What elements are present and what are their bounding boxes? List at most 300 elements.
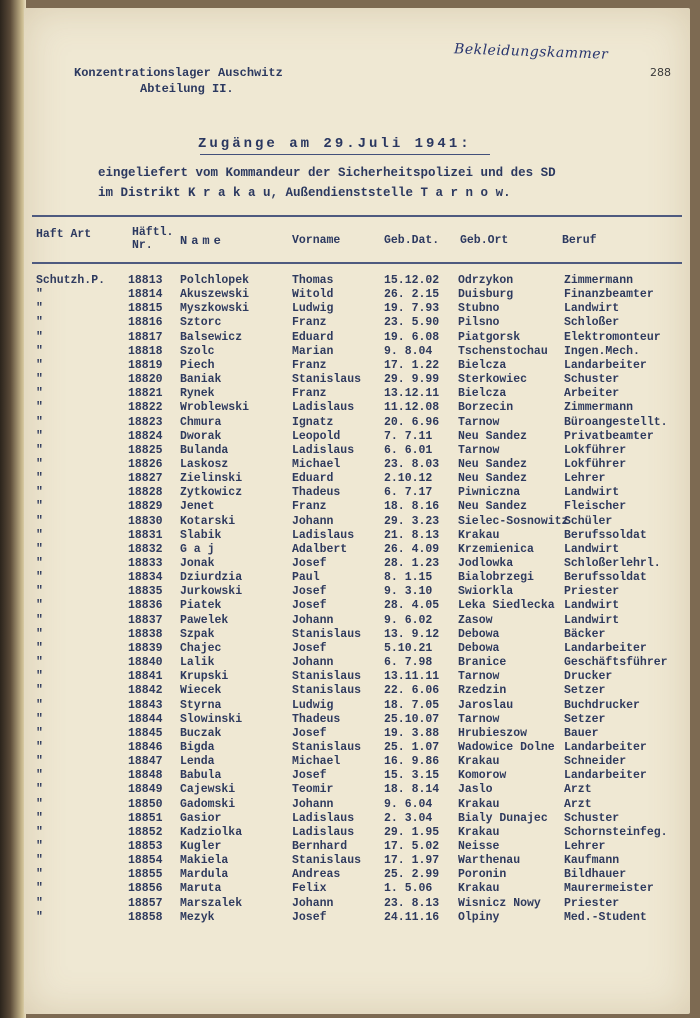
table-row	[24, 628, 690, 642]
first-name-cell: Stanislaus	[292, 684, 362, 698]
first-name-cell: Franz	[292, 316, 327, 330]
table-row	[24, 727, 690, 741]
surname-cell: Szpak	[180, 627, 215, 641]
birth-place-cell: Krakau	[458, 528, 500, 542]
first-name-cell: Johann	[292, 656, 334, 670]
table-row	[24, 783, 690, 797]
prisoner-number-cell: 18857	[128, 896, 163, 910]
birth-place-cell: Bialy Dunajec	[458, 811, 548, 825]
birth-place-cell: Wisnicz Nowy	[458, 896, 541, 910]
profession-cell: Lokführer	[564, 443, 627, 457]
title-underline	[200, 154, 490, 155]
first-name-cell: Michael	[292, 457, 341, 471]
birth-place-cell: Warthenau	[458, 854, 521, 868]
haft-art-cell: "	[36, 797, 43, 811]
birth-place-cell: Swiorkla	[458, 585, 514, 599]
birth-date-cell: 13.11.11	[384, 670, 440, 684]
haft-art-cell: "	[36, 316, 43, 330]
profession-cell: Priester	[564, 896, 620, 910]
prisoner-number-cell: 18846	[128, 740, 163, 754]
birth-place-cell: Wadowice Dolne	[458, 740, 555, 754]
prisoner-number-cell: 18838	[128, 627, 163, 641]
profession-cell: Berufssoldat	[564, 528, 647, 542]
table-row	[24, 302, 690, 316]
first-name-cell: Thadeus	[292, 712, 341, 726]
table-row	[24, 373, 690, 387]
haft-art-cell: "	[36, 500, 43, 514]
surname-cell: Babula	[180, 769, 222, 783]
prisoner-number-cell: 18816	[128, 316, 163, 330]
birth-place-cell: Jodlowka	[458, 557, 514, 570]
table-row	[24, 670, 690, 684]
prisoner-number-cell: 18830	[128, 514, 163, 528]
haft-art-cell: "	[36, 457, 43, 471]
first-name-cell: Ladislaus	[292, 443, 355, 457]
birth-place-cell: Bielcza	[458, 358, 507, 372]
surname-cell: Szolc	[180, 344, 215, 358]
surname-cell: Balsewicz	[180, 330, 243, 344]
birth-place-cell: Stubno	[458, 302, 500, 316]
birth-place-cell: Tschenstochau	[458, 344, 548, 358]
first-name-cell: Thomas	[292, 274, 334, 287]
profession-cell: Med.-Student	[564, 910, 647, 924]
first-name-cell: Paul	[292, 571, 320, 585]
haft-art-cell: "	[36, 585, 43, 599]
table-row	[24, 543, 690, 557]
subtitle-line-2: im Distrikt K r a k a u, Außendienststelle T a r n o w.	[98, 186, 511, 200]
profession-cell: Lehrer	[564, 472, 606, 486]
first-name-cell: Ladislaus	[292, 825, 355, 839]
first-name-cell: Stanislaus	[292, 740, 362, 754]
prisoner-number-cell: 18825	[128, 443, 163, 457]
profession-cell: Maurermeister	[564, 882, 654, 896]
table-header-rule	[32, 262, 682, 264]
surname-cell: Slabik	[180, 528, 222, 542]
prisoner-number-cell: 18815	[128, 302, 163, 316]
haft-art-cell: "	[36, 825, 43, 839]
surname-cell: Piech	[180, 358, 215, 372]
prisoner-number-cell: 18822	[128, 401, 163, 415]
birth-date-cell: 18. 8.16	[384, 500, 440, 514]
birth-date-cell: 17. 1.97	[384, 854, 440, 868]
first-name-cell: Johann	[292, 896, 334, 910]
prisoner-number-cell: 18837	[128, 613, 163, 627]
haft-art-cell: "	[36, 571, 43, 585]
table-row	[24, 642, 690, 656]
birth-place-cell: Bialobrzegi	[458, 571, 534, 585]
prisoner-number-cell: 18831	[128, 528, 163, 542]
table-row	[24, 599, 690, 613]
first-name-cell: Ladislaus	[292, 401, 355, 415]
profession-cell: Drucker	[564, 670, 613, 684]
haft-art-cell: "	[36, 599, 43, 613]
first-name-cell: Franz	[292, 500, 327, 514]
first-name-cell: Josef	[292, 585, 327, 599]
profession-cell: Landwirt	[564, 599, 620, 613]
table-row	[24, 854, 690, 868]
surname-cell: Mardula	[180, 868, 229, 882]
surname-cell: Styrna	[180, 698, 222, 712]
birth-date-cell: 18. 8.14	[384, 783, 440, 797]
prisoner-number-cell: 18845	[128, 726, 163, 740]
haft-art-cell: "	[36, 641, 43, 655]
haft-art-cell: "	[36, 387, 43, 401]
haft-art-cell: Schutzh.P.	[36, 274, 106, 287]
birth-date-cell: 6. 6.01	[384, 443, 433, 457]
table-row	[24, 331, 690, 345]
haft-art-cell: "	[36, 670, 43, 684]
table-row	[24, 840, 690, 854]
prisoner-number-cell: 18858	[128, 910, 163, 924]
haft-art-cell: "	[36, 698, 43, 712]
birth-date-cell: 26. 4.09	[384, 542, 440, 556]
surname-cell: Lalik	[180, 656, 215, 670]
prisoner-number-cell: 18832	[128, 542, 163, 556]
table-row	[24, 472, 690, 486]
prisoner-number-cell: 18814	[128, 288, 163, 302]
first-name-cell: Johann	[292, 797, 334, 811]
profession-cell: Schuster	[564, 373, 620, 387]
profession-cell: Setzer	[564, 712, 606, 726]
prisoner-number-cell: 18852	[128, 825, 163, 839]
birth-place-cell: Neu Sandez	[458, 429, 528, 443]
birth-place-cell: Krakau	[458, 755, 500, 769]
surname-cell: Bulanda	[180, 443, 229, 457]
first-name-cell: Franz	[292, 387, 327, 401]
birth-date-cell: 7. 7.11	[384, 429, 433, 443]
haft-art-cell: "	[36, 769, 43, 783]
surname-cell: Piatek	[180, 599, 222, 613]
birth-place-cell: Piatgorsk	[458, 330, 521, 344]
birth-date-cell: 11.12.08	[384, 401, 440, 415]
birth-place-cell: Sielec-Sosnowitz	[458, 514, 569, 528]
profession-cell: Landarbeiter	[564, 769, 647, 783]
birth-place-cell: Zasow	[458, 613, 493, 627]
haft-art-cell: "	[36, 373, 43, 387]
birth-place-cell: Debowa	[458, 641, 500, 655]
column-header-name: Name	[180, 234, 225, 248]
surname-cell: Wiecek	[180, 684, 222, 698]
table-row	[24, 557, 690, 571]
haft-art-cell: "	[36, 811, 43, 825]
profession-cell: Kaufmann	[564, 854, 620, 868]
birth-date-cell: 6. 7.98	[384, 656, 433, 670]
first-name-cell: Leopold	[292, 429, 341, 443]
birth-place-cell: Krakau	[458, 797, 500, 811]
prisoner-number-cell: 18829	[128, 500, 163, 514]
birth-place-cell: Borzecin	[458, 401, 514, 415]
prisoner-number-cell: 18818	[128, 344, 163, 358]
birth-place-cell: Neu Sandez	[458, 472, 528, 486]
birth-date-cell: 18. 7.05	[384, 698, 440, 712]
department-name: Abteilung II.	[140, 82, 234, 96]
profession-cell: Schuster	[564, 811, 620, 825]
prisoner-number-cell: 18856	[128, 882, 163, 896]
table-row	[24, 812, 690, 826]
camp-name: Konzentrationslager Auschwitz	[74, 66, 283, 80]
table-row	[24, 713, 690, 727]
surname-cell: Kotarski	[180, 514, 236, 528]
profession-cell: Arzt	[564, 783, 592, 797]
table-row	[24, 274, 690, 288]
first-name-cell: Felix	[292, 882, 327, 896]
document-title: Zugänge am 29.Juli 1941:	[198, 136, 472, 152]
profession-cell: Landarbeiter	[564, 358, 647, 372]
birth-date-cell: 28. 1.23	[384, 557, 440, 570]
table-row	[24, 515, 690, 529]
haft-art-cell: "	[36, 542, 43, 556]
haft-art-cell: "	[36, 882, 43, 896]
birth-place-cell: Odrzykon	[458, 274, 514, 287]
prisoner-number-cell: 18855	[128, 868, 163, 882]
haft-art-cell: "	[36, 627, 43, 641]
birth-date-cell: 9. 6.04	[384, 797, 433, 811]
birth-place-cell: Jaroslau	[458, 698, 514, 712]
profession-cell: Berufssoldat	[564, 571, 647, 585]
surname-cell: Makiela	[180, 854, 229, 868]
haft-art-cell: "	[36, 868, 43, 882]
birth-date-cell: 19. 6.08	[384, 330, 440, 344]
surname-cell: Chajec	[180, 641, 222, 655]
birth-date-cell: 23. 8.03	[384, 457, 440, 471]
birth-date-cell: 13. 9.12	[384, 627, 440, 641]
first-name-cell: Johann	[292, 514, 334, 528]
birth-date-cell: 25. 2.99	[384, 868, 440, 882]
surname-cell: Sztorc	[180, 316, 222, 330]
birth-date-cell: 25. 1.07	[384, 740, 440, 754]
column-header-number-line1: Häftl.	[132, 226, 174, 239]
surname-cell: Jenet	[180, 500, 215, 514]
birth-date-cell: 9. 8.04	[384, 344, 433, 358]
prisoner-number-cell: 18834	[128, 571, 163, 585]
prisoner-number-cell: 18826	[128, 457, 163, 471]
prisoner-number-cell: 18851	[128, 811, 163, 825]
birth-place-cell: Branice	[458, 656, 507, 670]
table-row	[24, 486, 690, 500]
table-row	[24, 387, 690, 401]
surname-cell: Krupski	[180, 670, 229, 684]
haft-art-cell: "	[36, 528, 43, 542]
profession-cell: Bildhauer	[564, 868, 627, 882]
birth-place-cell: Tarnow	[458, 712, 500, 726]
birth-place-cell: Tarnow	[458, 443, 500, 457]
surname-cell: Mezyk	[180, 910, 215, 924]
surname-cell: Buczak	[180, 726, 222, 740]
haft-art-cell: "	[36, 613, 43, 627]
profession-cell: Schneider	[564, 755, 627, 769]
haft-art-cell: "	[36, 684, 43, 698]
prisoner-number-cell: 18847	[128, 755, 163, 769]
table-row	[24, 416, 690, 430]
haft-art-cell: "	[36, 330, 43, 344]
first-name-cell: Ladislaus	[292, 811, 355, 825]
birth-date-cell: 29. 9.99	[384, 373, 440, 387]
birth-date-cell: 20. 6.96	[384, 415, 440, 429]
column-header-vorname: Vorname	[292, 234, 341, 247]
prisoner-number-cell: 18821	[128, 387, 163, 401]
haft-art-cell: "	[36, 656, 43, 670]
birth-place-cell: Pilsno	[458, 316, 500, 330]
prisoner-number-cell: 18820	[128, 373, 163, 387]
surname-cell: Pawelek	[180, 613, 229, 627]
surname-cell: Baniak	[180, 373, 222, 387]
table-top-rule	[32, 215, 682, 217]
surname-cell: Marszalek	[180, 896, 243, 910]
first-name-cell: Teomir	[292, 783, 334, 797]
birth-date-cell: 23. 8.13	[384, 896, 440, 910]
profession-cell: Landwirt	[564, 613, 620, 627]
birth-date-cell: 17. 5.02	[384, 840, 440, 853]
birth-place-cell: Debowa	[458, 627, 500, 641]
first-name-cell: Josef	[292, 599, 327, 613]
first-name-cell: Stanislaus	[292, 627, 362, 641]
first-name-cell: Eduard	[292, 472, 334, 486]
birth-place-cell: Leka Siedlecka	[458, 599, 555, 613]
haft-art-cell: "	[36, 288, 43, 302]
profession-cell: Landwirt	[564, 486, 620, 500]
table-row	[24, 911, 690, 925]
haft-art-cell: "	[36, 486, 43, 500]
birth-place-cell: Krakau	[458, 825, 500, 839]
birth-date-cell: 2.10.12	[384, 472, 433, 486]
table-row	[24, 444, 690, 458]
profession-cell: Bauer	[564, 726, 599, 740]
table-row	[24, 571, 690, 585]
birth-place-cell: Krakau	[458, 882, 500, 896]
first-name-cell: Johann	[292, 613, 334, 627]
prisoner-number-cell: 18842	[128, 684, 163, 698]
prisoner-number-cell: 18824	[128, 429, 163, 443]
prisoner-number-cell: 18835	[128, 585, 163, 599]
profession-cell: Geschäftsführer	[564, 656, 668, 670]
table-row	[24, 345, 690, 359]
surname-cell: Zytkowicz	[180, 486, 243, 500]
first-name-cell: Andreas	[292, 868, 341, 882]
haft-art-cell: "	[36, 755, 43, 769]
first-name-cell: Ludwig	[292, 698, 334, 712]
prisoner-number-cell: 18817	[128, 330, 163, 344]
table-row	[24, 684, 690, 698]
birth-place-cell: Tarnow	[458, 670, 500, 684]
profession-cell: Zimmermann	[564, 401, 634, 415]
column-header-birth-date: Geb.Dat.	[384, 234, 440, 247]
profession-cell: Landarbeiter	[564, 641, 647, 655]
birth-place-cell: Tarnow	[458, 415, 500, 429]
surname-cell: Lenda	[180, 755, 215, 769]
first-name-cell: Josef	[292, 557, 327, 570]
prisoner-number-cell: 18823	[128, 415, 163, 429]
profession-cell: Büroangestellt.	[564, 415, 668, 429]
surname-cell: Cajewski	[180, 783, 236, 797]
prisoner-number-cell: 18833	[128, 557, 163, 570]
table-row	[24, 699, 690, 713]
book-binding	[0, 0, 26, 1018]
column-header-haft-art: Haft Art	[36, 228, 92, 241]
first-name-cell: Adalbert	[292, 542, 348, 556]
haft-art-cell: "	[36, 514, 43, 528]
birth-place-cell: Duisburg	[458, 288, 514, 302]
table-row	[24, 656, 690, 670]
birth-place-cell: Krzemienica	[458, 542, 534, 556]
birth-date-cell: 16. 9.86	[384, 755, 440, 769]
prisoner-number-cell: 18819	[128, 358, 163, 372]
surname-cell: Maruta	[180, 882, 222, 896]
table-row	[24, 826, 690, 840]
birth-place-cell: Sterkowiec	[458, 373, 528, 387]
birth-place-cell: Neisse	[458, 840, 500, 853]
birth-date-cell: 6. 7.17	[384, 486, 433, 500]
profession-cell: Priester	[564, 585, 620, 599]
birth-date-cell: 13.12.11	[384, 387, 440, 401]
birth-date-cell: 26. 2.15	[384, 288, 440, 302]
profession-cell: Landarbeiter	[564, 740, 647, 754]
surname-cell: Jurkowski	[180, 585, 243, 599]
birth-place-cell: Komorow	[458, 769, 507, 783]
profession-cell: Bäcker	[564, 627, 606, 641]
haft-art-cell: "	[36, 429, 43, 443]
first-name-cell: Michael	[292, 755, 341, 769]
first-name-cell: Bernhard	[292, 840, 348, 853]
haft-art-cell: "	[36, 415, 43, 429]
prisoner-number-cell: 18843	[128, 698, 163, 712]
surname-cell: Chmura	[180, 415, 222, 429]
table-row	[24, 529, 690, 543]
birth-place-cell: Neu Sandez	[458, 457, 528, 471]
profession-cell: Ingen.Mech.	[564, 344, 640, 358]
surname-cell: Gadomski	[180, 797, 236, 811]
profession-cell: Elektromonteur	[564, 330, 661, 344]
surname-cell: Akuszewski	[180, 288, 250, 302]
first-name-cell: Josef	[292, 769, 327, 783]
profession-cell: Fleischer	[564, 500, 627, 514]
profession-cell: Arbeiter	[564, 387, 620, 401]
subtitle-line-1: eingeliefert vom Kommandeur der Sicherheitspolizei und des SD	[98, 166, 556, 180]
birth-date-cell: 8. 1.15	[384, 571, 433, 585]
table-row	[24, 401, 690, 415]
column-header-number	[132, 226, 173, 252]
table-row	[24, 897, 690, 911]
birth-place-cell: Hrubieszow	[458, 726, 528, 740]
profession-cell: Lehrer	[564, 840, 606, 853]
birth-place-cell: Rzedzin	[458, 684, 507, 698]
prisoner-number-cell: 18854	[128, 854, 163, 868]
table-row	[24, 741, 690, 755]
birth-date-cell: 21. 8.13	[384, 528, 440, 542]
column-header-profession: Beruf	[562, 234, 597, 247]
profession-cell: Zimmermann	[564, 274, 634, 287]
haft-art-cell: "	[36, 783, 43, 797]
birth-date-cell: 15.12.02	[384, 274, 440, 287]
haft-art-cell: "	[36, 443, 43, 457]
birth-date-cell: 22. 6.06	[384, 684, 440, 698]
birth-date-cell: 28. 4.05	[384, 599, 440, 613]
surname-cell: Kadziolka	[180, 825, 243, 839]
surname-cell: Dworak	[180, 429, 222, 443]
birth-date-cell: 17. 1.22	[384, 358, 440, 372]
birth-date-cell: 19. 3.88	[384, 726, 440, 740]
prisoner-number-cell: 18848	[128, 769, 163, 783]
table-row	[24, 755, 690, 769]
first-name-cell: Josef	[292, 641, 327, 655]
surname-cell: Jonak	[180, 557, 215, 570]
first-name-cell: Franz	[292, 358, 327, 372]
first-name-cell: Josef	[292, 910, 327, 924]
birth-date-cell: 15. 3.15	[384, 769, 440, 783]
table-row	[24, 430, 690, 444]
surname-cell: Wroblewski	[180, 401, 250, 415]
profession-cell: Privatbeamter	[564, 429, 654, 443]
surname-cell: Dziurdzia	[180, 571, 243, 585]
